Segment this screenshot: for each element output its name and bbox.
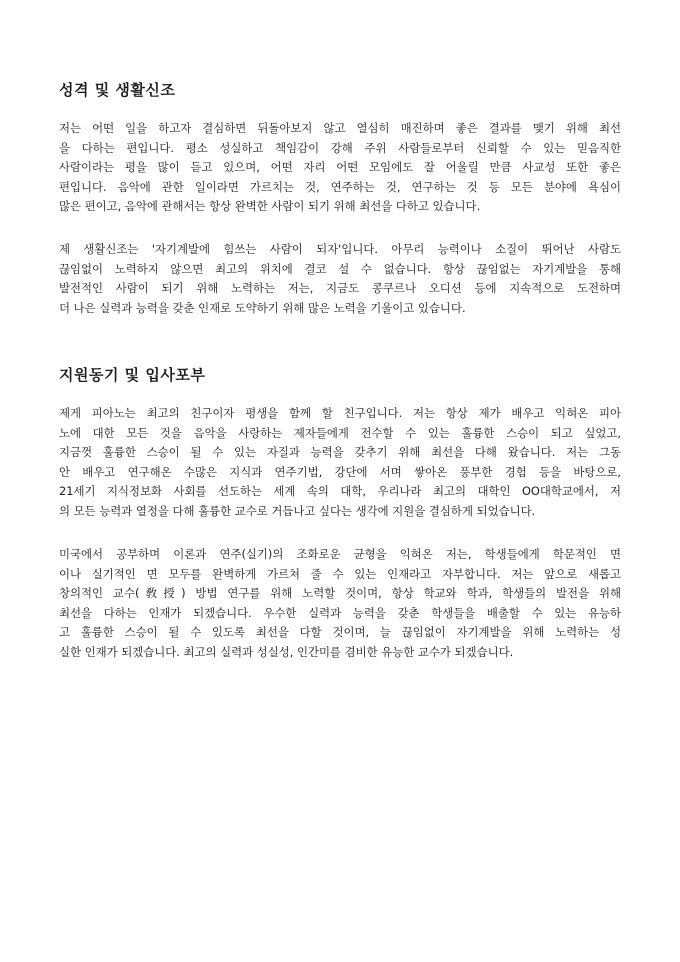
text-line: 안 배우고 연구해온 수많은 지식과 연주기법, 강단에 서며 쌓아온 풍부한 경험 등을 바탕으로, — [59, 464, 621, 479]
text-line: 을 다하는 편입니다. 평소 성실하고 책임감이 강해 주위 사람들로부터 신뢰할 수 있는 믿음직한 — [59, 140, 621, 155]
text-line: 많은 편이고, 음악에 관해서는 항상 완벽한 사람이 되기 위해 최선을 다하고 있습니다. — [59, 199, 481, 213]
text-line: 제 생활신조는 '자기계발에 힘쓰는 사람이 되자'입니다. 아무리 능력이나 소질이 뛰어난 사람도 — [59, 242, 621, 256]
text-line: 이나 실기적인 면 모두를 완벽하게 가르쳐 줄 수 있는 인재라고 자부합니다. 저는 앞으로 새롭고 — [59, 566, 621, 581]
paragraph-motivation — [59, 404, 621, 521]
text-line: 고 훌륭한 스승이 될 수 있도록 최선을 다할 것이며, 늘 끊임없이 자기계발을 위해 노력하는 성 — [59, 625, 621, 639]
section-title-personality: 성격 및 생활신조 — [59, 81, 176, 99]
section-title-motivation: 지원동기 및 입사포부 — [59, 366, 206, 384]
text-line: 미국에서 공부하며 이론과 연주(실기)의 조화로운 균형을 익혀온 저는, 학생들에게 학문적인 면 — [59, 547, 621, 561]
text-line: 저는 어떤 일을 하고자 결심하면 뒤돌아보지 않고 열심히 매진하며 좋은 결과를 맺기 위해 최선 — [59, 121, 621, 135]
text-line: 편입니다. 음악에 관한 일이라면 가르치는 것, 연주하는 것, 연구하는 것 등 모든 분야에 욕심이 — [59, 179, 621, 194]
text-line: 21세기 지식정보화 사회를 선도하는 세계 속의 대학, 우리나라 최고의 대학인 OO대학교에서, 저 — [59, 484, 621, 498]
text-line: 끊임없이 노력하지 않으면 최고의 위치에 결코 설 수 없습니다. 항상 끊임없는 자기계발을 통해 — [59, 261, 621, 276]
text-line: 의 모든 능력과 열정을 다해 훌륭한 교수로 거듭나고 싶다는 생각에 지원을 결심하게 되었습니다. — [59, 503, 536, 518]
paragraph-life-motto — [59, 240, 621, 318]
text-line: 지금껏 훌륭한 스승이 될 수 있는 자질과 능력을 갖추기 위해 최선을 다해 왔습니다. 저는 그동 — [59, 445, 621, 459]
text-line: 실한 인재가 되겠습니다. 최고의 실력과 성실성, 인간미를 겸비한 유능한 교수가 되겠습니다. — [59, 644, 514, 659]
paragraph-aspiration — [59, 545, 621, 662]
text-line: 더 나은 실력과 능력을 갖춘 인재로 도약하기 위해 많은 노력을 기울이고 있습니다. — [59, 300, 466, 315]
text-line: 최선을 다하는 인재가 되겠습니다. 우수한 실력과 능력을 갖춘 학생들을 배출할 수 있는 유능하 — [59, 605, 621, 620]
paragraph-personality — [59, 119, 621, 217]
text-line: 노에 대한 모든 것을 음악을 사랑하는 제자들에게 전수할 수 있는 훌륭한 스승이 되고 싶었고, — [59, 425, 621, 440]
text-line: 발전적인 사람이 되기 위해 노력하는 저는, 지금도 콩쿠르나 오디션 등에 지속적으로 도전하며 — [59, 281, 621, 295]
text-line: 창의적인 교수(敎授) 방법 연구를 위해 노력할 것이며, 항상 학교와 학과, 학생들의 발전을 위해 — [59, 586, 621, 600]
text-line: 사람이라는 평을 많이 듣고 있으며, 어떤 자리 어떤 모임에도 잘 어울릴 만큼 사교성 또한 좋은 — [59, 160, 621, 174]
text-line: 제게 피아노는 최고의 친구이자 평생을 함께 할 친구입니다. 저는 항상 제가 배우고 익혀온 피아 — [59, 406, 621, 420]
